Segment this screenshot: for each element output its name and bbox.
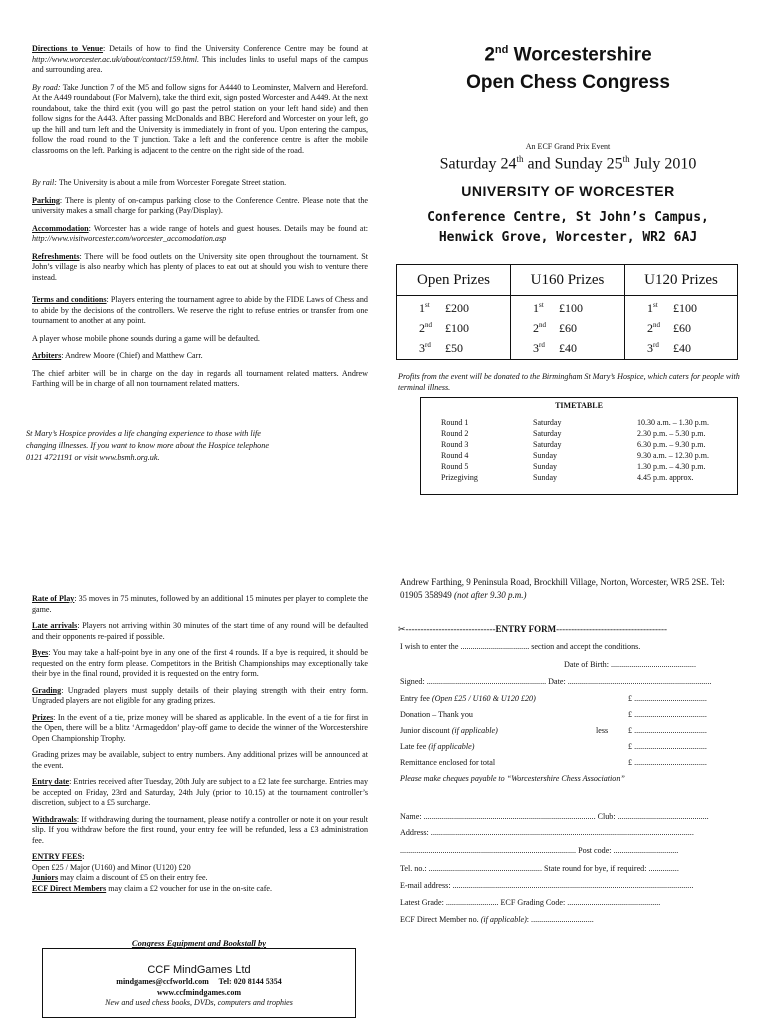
prize-place: 1st	[419, 301, 430, 315]
timetable-time: 2.30 p.m. – 5.30 p.m.	[637, 429, 706, 438]
mobile-para: A player whose mobile phone sounds during a game will be defaulted.	[32, 333, 260, 343]
bookstall-heading: Congress Equipment and Bookstall by	[131, 938, 267, 948]
parking-para: Parking: There is plenty of on-campus parking close to the Conference Centre. Please note that the university makes a small charge for parking (Pay/Display).	[32, 195, 368, 216]
timetable-round: Round 1	[441, 418, 469, 427]
prize-row	[533, 321, 577, 337]
prize-amount: £200	[445, 301, 469, 315]
ecf-member-field[interactable]: ECF Direct Member no. (if applicable): ...............................	[400, 915, 594, 924]
prize-amount: £50	[445, 341, 463, 355]
junior-discount-amount[interactable]: £ ....................................	[628, 726, 707, 735]
bookstall-name: CCF MindGames Ltd	[147, 964, 251, 976]
timetable-row	[421, 429, 737, 440]
grading-para: Grading: Ungraded players must supply details of their playing strength with their entry form. Ungraded players are not eligible for any grading prizes.	[32, 685, 368, 706]
juniors-line: Juniors may claim a discount of £5 on their entry fee.	[32, 873, 208, 883]
directions-para: Directions to Venue: Details of how to find the University Conference Centre may be found at http://www.worcester.ac.uk/about/contact/159.html. This includes links to useful maps of the campus and surrounding area.	[32, 44, 368, 75]
prize-row	[647, 301, 697, 317]
prize-row	[647, 321, 691, 337]
timetable-time: 4.45 p.m. approx.	[637, 473, 694, 482]
entry-fee-label: Entry fee (Open £25 / U160 & U120 £20)	[400, 694, 536, 703]
name-club-field[interactable]: Name: ..................................................................................... Club: .............................................	[400, 812, 709, 821]
bookstall-contact: mindgames@ccfworld.com Tel: 020 8144 5354	[116, 977, 282, 987]
byroad-para: By road: Take Junction 7 of the M5 and follow signs for A4440 to Leominster, Malvern and Hereford. At the A449 roundabout (For Malvern), take the third exit, sign posted Worcester and A449. At the next roundabout, take the third exit (you will go past the petrol station on your left hand side) and then follow signs for the A443. After passing McDonalds and BBC Hereford and Worcester on your left, go up the hill and turn left and the University is immediately in front of you. Upon entering the campus, follow the road round to the T junction. Take a left and the conference centre is after the mobile classrooms on the left. Parking is adjacent to the centre on the right side of the road.	[32, 82, 368, 155]
prize-amount: £60	[673, 321, 691, 335]
postcode-field[interactable]: ....................................................................................... Post code: ................................	[400, 846, 679, 855]
prize-row	[533, 341, 577, 357]
prize-place: 2nd	[647, 321, 660, 335]
hospice-note: St Mary’s Hospice provides a life changing experience to those with life changing illnesses. If you want to know more about the Hospice telephone 0121 4721191 or visit www.bsmh.org.uk.	[26, 429, 270, 462]
directions-link[interactable]: http://www.worcester.ac.uk/about/contact/159.html.	[32, 54, 200, 64]
timetable-round: Round 3	[441, 440, 469, 449]
timetable-row	[421, 451, 737, 462]
entry-form-cut-line: ✂------------------------------ENTRY FORM-------------------------------------	[398, 624, 667, 634]
prize-table	[396, 264, 738, 360]
bookstall-tagline: New and used chess books, DVDs, computers and trophies	[105, 998, 293, 1008]
prize-amount: £100	[559, 301, 583, 315]
tel-bye-field[interactable]: Tel. no.: ........................................................ State round for bye, if required: ...............	[400, 864, 679, 873]
timetable-row	[421, 473, 737, 484]
withdrawals-para: Withdrawals: If withdrawing during the tournament, please notify a controller or note it on your result slip. If you withdraw before the first round, your entry fee will be refunded, less a £3 administration fee.	[32, 814, 368, 845]
prize-place: 1st	[533, 301, 544, 315]
prize-row	[419, 321, 469, 337]
scissors-icon: ✂	[398, 624, 406, 634]
event-date: Saturday 24th and Sunday 25th July 2010	[439, 154, 697, 173]
prize-place: 3rd	[419, 341, 431, 355]
venue-info	[32, 44, 368, 390]
timetable-row	[421, 462, 737, 473]
grade-field[interactable]: Latest Grade: .......................... ECF Grading Code: ..............................................	[400, 898, 661, 907]
timetable-day: Sunday	[533, 451, 557, 460]
grand-prix-label: An ECF Grand Prix Event	[525, 142, 611, 151]
page-title: 2nd Worcestershire Open Chess Congress	[466, 44, 670, 94]
rules-section	[32, 594, 368, 894]
prize-column-title: Open Prizes	[417, 272, 490, 288]
timetable-day: Saturday	[533, 418, 562, 427]
donation-amount[interactable]: £ ....................................	[628, 710, 707, 719]
timetable-time: 1.30 p.m. – 4.30 p.m.	[637, 462, 706, 471]
prize-amount: £60	[559, 321, 577, 335]
timetable-box	[420, 397, 738, 495]
prize-row	[419, 301, 469, 317]
late-fee-amount[interactable]: £ ....................................	[628, 742, 707, 751]
prize-column-u120	[625, 265, 737, 359]
prize-row	[419, 341, 463, 357]
profits-note: Profits from the event will be donated to the Birmingham St Mary’s Hospice, which caters for people with terminal illness.	[398, 372, 740, 392]
prize-amount: £40	[559, 341, 577, 355]
entry-fees-heading: ENTRY FEES:	[32, 852, 85, 862]
accommodation-link[interactable]: http://www.visitworcester.com/worcester_accomodation.asp	[32, 234, 227, 244]
timetable-time: 10.30 a.m. – 1.30 p.m.	[637, 418, 709, 427]
junior-discount-label: Junior discount (if applicable)	[400, 726, 498, 735]
section-field[interactable]: I wish to enter the .................................. section and accept the conditions.	[400, 642, 641, 651]
timetable-day: Sunday	[533, 473, 557, 482]
prizes-para: Prizes: In the event of a tie, prize money will be shared as applicable. In the event of a tie for first in the Open, there will be a blitz ‘Armageddon’ play-off game to decide the winner of the Worcestershire Open Championship Trophy.	[32, 712, 368, 743]
prize-amount: £40	[673, 341, 691, 355]
prize-column-u160	[511, 265, 625, 359]
remittance-amount[interactable]: £ ....................................	[628, 758, 707, 767]
university-name: UNIVERSITY OF WORCESTER	[461, 183, 675, 199]
arbiters-para: Arbiters: Andrew Moore (Chief) and Matthew Carr.	[32, 351, 203, 361]
timetable-time: 6.30 p.m. – 9.30 p.m.	[637, 440, 706, 449]
bookstall-website[interactable]: www.ccfmindgames.com	[157, 987, 241, 997]
donation-label: Donation – Thank you	[400, 710, 473, 719]
late-arrivals-para: Late arrivals: Players not arriving within 30 minutes of the start time of any round will be defaulted and their opponents re-paired if possible.	[32, 621, 368, 641]
prize-row	[647, 341, 691, 357]
rate-of-play-para: Rate of Play: 35 moves in 75 minutes, followed by an additional 15 minutes per player to complete the game.	[32, 594, 368, 614]
timetable-round: Round 5	[441, 462, 469, 471]
terms-para: Terms and conditions: Players entering the tournament agree to abide by the FIDE Laws of Chess and to abide by the decisions of the controllers. We reserve the right to refuse entries or transfer from one tournament to another at any point.	[32, 295, 368, 326]
dob-field[interactable]: Date of Birth: ..........................................	[564, 660, 696, 669]
entry-fees-line: Open £25 / Major (U160) and Minor (U120) £20	[32, 862, 191, 872]
return-address: Andrew Farthing, 9 Peninsula Road, Brockhill Village, Norton, Worcester, WR5 2SE. Tel: 01905 358949 (not after 9.30 p.m.)	[400, 577, 725, 601]
remittance-label: Remittance enclosed for total	[400, 758, 496, 767]
cheque-note: Please make cheques payable to “Worcestershire Chess Association”	[400, 774, 625, 783]
prize-amount: £100	[445, 321, 469, 335]
timetable-day: Sunday	[533, 462, 557, 471]
timetable-time: 9.30 a.m. – 12.30 p.m.	[637, 451, 709, 460]
venue-address: Conference Centre, St John’s Campus, Henwick Grove, Worcester, WR2 6AJ	[427, 210, 709, 245]
late-fee-label: Late fee (if applicable)	[400, 742, 475, 751]
prize-column-title: U120 Prizes	[644, 272, 718, 288]
ecf-direct-line: ECF Direct Members may claim a £2 voucher for use in the on-site cafe.	[32, 883, 273, 893]
address-field[interactable]: Address: ..................................................................................................................................	[400, 828, 694, 837]
timetable-row	[421, 440, 737, 451]
prize-place: 3rd	[533, 341, 545, 355]
timetable-day: Saturday	[533, 440, 562, 449]
prize-place: 2nd	[419, 321, 432, 335]
entry-date-para: Entry date: Entries received after Tuesday, 20th July are subject to a £2 late fee surcharge. Entries may be accepted on Friday, 23rd and Saturday, 24th July (prior to 10.15) at the tournament controller’s discretion, subject to a £5 surcharge.	[32, 777, 368, 808]
byes-para: Byes: You may take a half-point bye in any one of the first 4 rounds. If a bye is required, it should be requested on the entry form please. Competitors in the British Championships may exceptionally take their bye in the final round, provided it is requested on the entry form.	[32, 648, 368, 679]
prize-place: 1st	[647, 301, 658, 315]
grading-prizes-para: Grading prizes may be available, subject to entry numbers. Any additional prizes will be announced at the event.	[32, 750, 368, 770]
timetable-round: Round 2	[441, 429, 469, 438]
prize-column-open	[397, 265, 511, 359]
entry-form-title: ENTRY FORM	[495, 624, 557, 634]
timetable-row	[421, 418, 737, 429]
refreshments-para: Refreshments: There will be food outlets on the University site open throughout the tournament. St John’s village is also nearby which has plenty of places to eat out at should you wish to venture there instead.	[32, 251, 368, 282]
timetable-round: Prizegiving	[441, 473, 478, 482]
chief-arbiter-para: The chief arbiter will be in charge on the day in regards all tournament related matters. Andrew Farthing will be in charge of all non tournament related matters.	[32, 368, 368, 389]
prize-amount: £100	[673, 301, 697, 315]
timetable-day: Saturday	[533, 429, 562, 438]
accommodation-para: Accommodation: Worcester has a wide range of hotels and guest houses. Details may be found at: http://www.visitworcester.com/worcester_accomodation.asp	[32, 223, 368, 244]
prize-column-title: U160 Prizes	[530, 272, 605, 288]
less-label: less	[596, 726, 609, 735]
email-field[interactable]: E-mail address: .......................................................................................................................	[400, 881, 694, 890]
timetable-title: TIMETABLE	[555, 401, 603, 410]
prize-place: 3rd	[647, 341, 659, 355]
signed-date-field[interactable]: Signed: ........................................................... Date: .......................................................................	[400, 677, 712, 686]
entry-fee-amount[interactable]: £ ....................................	[628, 694, 707, 703]
byrail-para: By rail: The University is about a mile from Worcester Foregate Street station.	[32, 178, 287, 188]
prize-place: 2nd	[533, 321, 546, 335]
bookstall-box	[42, 948, 356, 1018]
prize-row	[533, 301, 583, 317]
timetable-round: Round 4	[441, 451, 469, 460]
